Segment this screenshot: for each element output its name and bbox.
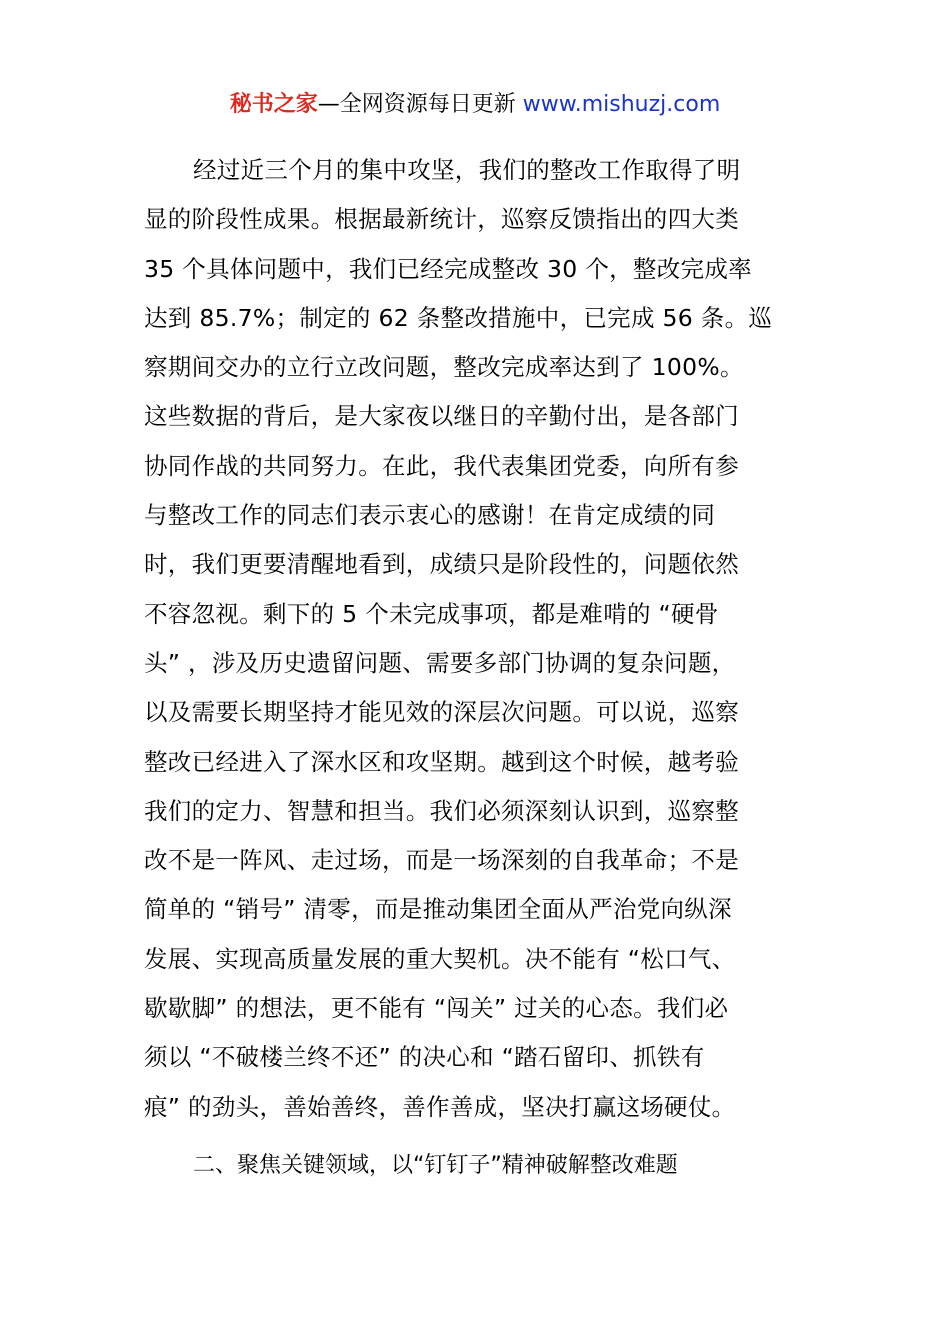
paragraph-line: 显的阶段性成果。根据最新统计，巡察反馈指出的四大类 xyxy=(144,205,739,234)
paragraph-line: 整改已经进入了深水区和攻坚期。越到这个时候，越考验 xyxy=(144,747,739,776)
paragraph-line: 察期间交办的立行立改问题，整改完成率达到了 100%。 xyxy=(144,353,744,382)
paragraph-line: 不容忽视。剩下的 5 个未完成事项，都是难啃的 “硬骨 xyxy=(144,599,719,628)
paragraph-line: 须以 “不破楼兰终不还” 的决心和 “踏石留印、抓铁有 xyxy=(144,1043,705,1072)
body-paragraph xyxy=(144,146,810,1132)
paragraph-line: 头” ，涉及历史遗留问题、需要多部门协调的复杂问题， xyxy=(144,648,736,677)
paragraph-line: 发展、实现高质量发展的重大契机。决不能有 “松口气、 xyxy=(144,944,736,973)
site-tagline: —全网资源每日更新 xyxy=(317,92,516,117)
paragraph-line: 时，我们更要清醒地看到，成绩只是阶段性的，问题依然 xyxy=(144,550,739,579)
paragraph-line: 经过近三个月的集中攻坚，我们的整改工作取得了明 xyxy=(193,156,741,184)
paragraph-line: 达到 85.7%；制定的 62 条整改措施中，已完成 56 条。巡 xyxy=(144,303,773,332)
paragraph-line: 与整改工作的同志们表示衷心的感谢！在肯定成绩的同 xyxy=(144,501,716,530)
paragraph-line: 35 个具体问题中，我们已经完成整改 30 个，整改完成率 xyxy=(144,254,752,283)
paragraph-line: 简单的 “销号” 清零，而是推动集团全面从严治党向纵深 xyxy=(144,895,732,924)
paragraph-line: 以及需要长期坚持才能见效的深层次问题。可以说，巡察 xyxy=(144,698,739,727)
site-brand: 秘书之家 xyxy=(229,92,318,117)
paragraph-line: 我们的定力、智慧和担当。我们必须深刻认识到，巡察整 xyxy=(144,796,739,825)
site-header xyxy=(0,88,950,122)
paragraph-line: 协同作战的共同努力。在此，我代表集团党委，向所有参 xyxy=(144,451,739,480)
site-url-link[interactable]: www.mishuzj.com xyxy=(522,92,721,117)
paragraph-line: 歇歇脚” 的想法，更不能有 “闯关” 过关的心态。我们必 xyxy=(144,994,729,1023)
paragraph-line: 痕” 的劲头，善始善终，善作善成，坚决打赢这场硬仗。 xyxy=(144,1092,736,1121)
section-heading: 二、聚焦关键领域，以“钉钉子”精神破解整改难题 xyxy=(193,1153,678,1178)
paragraph-line: 这些数据的背后，是大家夜以继日的辛勤付出，是各部门 xyxy=(144,402,739,431)
paragraph-line: 改不是一阵风、走过场，而是一场深刻的自我革命；不是 xyxy=(144,846,739,875)
